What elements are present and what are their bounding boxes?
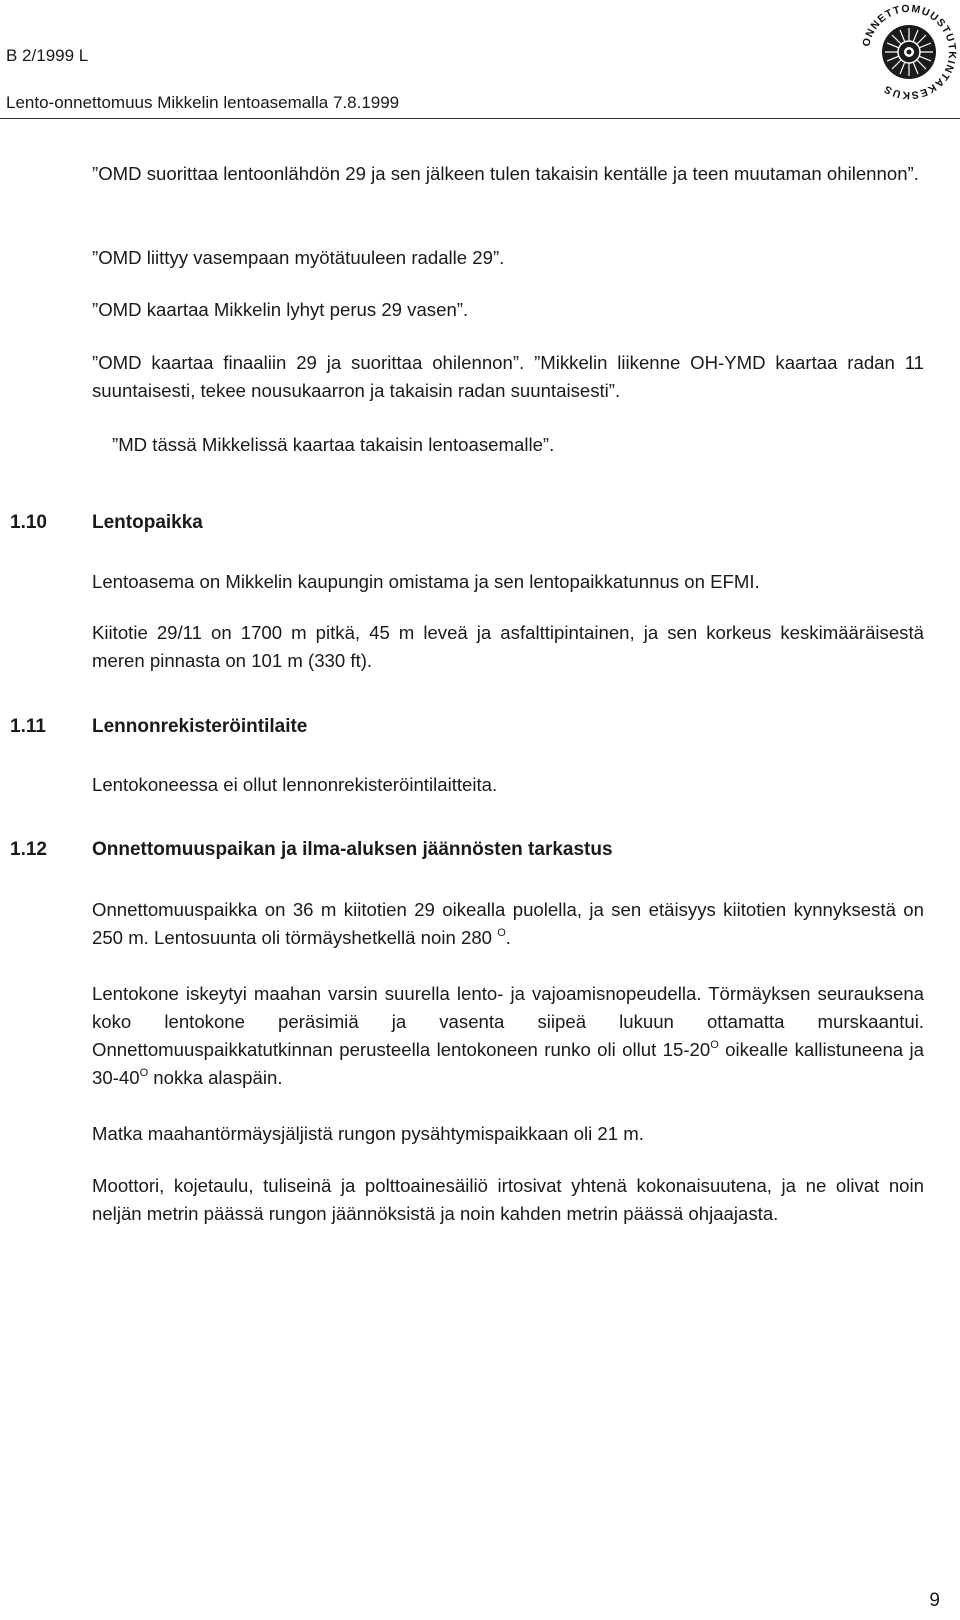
body-paragraph: Moottori, kojetaulu, tuliseinä ja polttoainesäiliö irtosivat yhtenä kokonaisuutena, ja ne olivat noin neljän metrin päässä rungon jäännöksistä ja noin kahden metrin päässä ohjaajasta. (92, 1175, 924, 1224)
quote-paragraph: ”OMD kaartaa finaaliin 29 ja suorittaa ohilennon”. ”Mikkelin liikenne OH-YMD kaartaa radan 11 suuntaisesti, tekee nousukaarron ja takaisin radan suuntaisesti”. (92, 352, 924, 401)
quote-paragraph: ”OMD suorittaa lentoonlähdön 29 ja sen jälkeen tulen takaisin kentälle ja teen muutaman ohilennon”. (92, 163, 919, 184)
body-paragraph: Lentokoneessa ei ollut lennonrekisteröintilaitteita. (92, 774, 498, 795)
section-heading (10, 512, 203, 534)
page-number: 9 (929, 1590, 940, 1611)
body-paragraph: Matka maahantörmäysjäljistä rungon pysähtymispaikkaan oli 21 m. (92, 1123, 644, 1144)
degree-symbol: O (497, 927, 506, 939)
section-title: Onnettomuuspaikan ja ilma-aluksen jäännösten tarkastus (92, 839, 613, 860)
body-paragraph: Kiitotie 29/11 on 1700 m pitkä, 45 m leveä ja asfalttipintainen, ja sen korkeus keskimääräisestä meren pinnasta on 101 m (330 ft). (92, 622, 924, 671)
section-title: Lennonrekisteröintilaite (92, 716, 308, 737)
section-number: 1.12 (10, 839, 47, 860)
degree-symbol: O (139, 1067, 149, 1079)
document-code: B 2/1999 L (6, 46, 89, 65)
body-paragraph: Lentoasema on Mikkelin kaupungin omistama ja sen lentopaikkatunnus on EFMI. (92, 571, 760, 592)
seal-lettering: ONNETTOMUUSTUTKINTAKESKUS (860, 2, 959, 102)
onnettomuustutkintakeskus-seal (857, 0, 960, 104)
header-divider (0, 118, 960, 119)
document-title: Lento-onnettomuus Mikkelin lentoasemalla 7.8.1999 (6, 93, 400, 112)
quote-paragraph: ”OMD kaartaa Mikkelin lyhyt perus 29 vasen”. (92, 299, 469, 320)
section-title: Lentopaikka (92, 512, 203, 533)
section-heading (10, 716, 307, 738)
body-paragraph: Onnettomuuspaikka on 36 m kiitotien 29 oikealla puolella, ja sen etäisyys kiitotien kynnyksestä on 250 m. Lentosuunta oli törmäyshetkellä noin 280 $^O$. (92, 899, 924, 948)
section-number: 1.10 (10, 512, 47, 533)
quote-paragraph: ”MD tässä Mikkelissä kaartaa takaisin lentoasemalle”. (112, 434, 555, 455)
section-number: 1.11 (10, 716, 46, 737)
degree-symbol: O (710, 1039, 719, 1051)
section-heading (10, 839, 613, 861)
body-paragraph: Lentokone iskeytyi maahan varsin suurella lento- ja vajoamisnopeudella. Törmäyksen seurauksena koko lentokone peräsimiä ja vasenta siipeä lukuun ottamatta murskaantui. Onnettomuuspaikkatutkinnan perusteella lentokoneen runko oli ollut $15-20^O$ oikealle kallistuneena ja $30-40^O$ nokka alaspäin. (92, 983, 924, 1088)
quote-paragraph: ”OMD liittyy vasempaan myötätuuleen radalle 29”. (92, 247, 505, 268)
